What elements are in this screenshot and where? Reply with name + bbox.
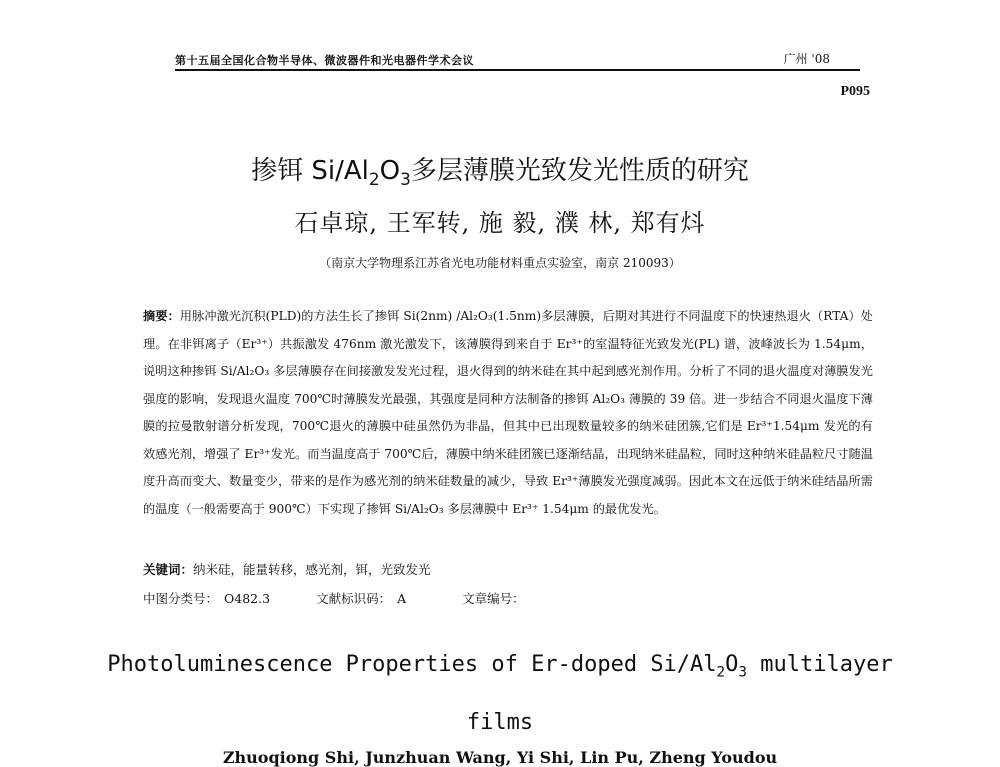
title-cn-sub: 2: [368, 169, 380, 190]
running-header: [175, 44, 860, 66]
keywords-text: 纳米硅，能量转移，感光剂，铒，光致发光: [193, 562, 431, 577]
title-en-part: Photoluminescence Properties of Er-doped Si/Al: [107, 652, 717, 677]
clc-label: 中图分类号：: [143, 591, 219, 606]
title-en-part: multilayer: [747, 652, 893, 677]
title-english-line2: films: [466, 710, 534, 735]
header-rule: [175, 69, 860, 71]
doc-code-label: 文献标识码：: [316, 591, 392, 606]
title-cn-sub: 3: [400, 169, 411, 190]
keywords: [143, 560, 431, 578]
title-cn-part: 掺铒 Si/Al: [251, 156, 369, 186]
article-number-label: 文章编号：: [462, 591, 525, 606]
paper-number: P095: [840, 84, 870, 99]
title-cn-part: O: [379, 156, 401, 186]
abstract-text: 用脉冲激光沉积(PLD)的方法生长了掺铒 Si(2nm) /Al₂O₃(1.5nm)多层薄膜，后期对其进行不同温度下的快速热退火（RTA）处理。在非铒离子（Er³⁺）共振激发 476nm 激光激发下，该薄膜得到来自于 Er³⁺的室温特征光致发光(PL) 谱，波峰波长为 1.54μm，说明这种掺铒 Si/Al₂O₃ 多层薄膜存在间接激发发光过程，退火得到的纳米硅在其中起到感光剂作用。分析了不同的退火温度对薄膜发光强度的影响，发现退火温度 700℃时薄膜发光最强，其强度是同种方法制备的掺铒 Al₂O₃ 薄膜的 39 倍。进一步结合不同退火温度下薄膜的拉曼散射谱分析发现，700℃退火的薄膜中硅虽然仍为非晶，但其中已出现数量较多的纳米硅团簇,它们是 Er³⁺1.54μm 发光的有效感光剂，增强了 Er³⁺发光。而当温度高于 700℃后，薄膜中纳米硅团簇已逐渐结晶，出现纳米硅晶粒，同时这种纳米硅晶粒尺寸随温度升高而变大、数量变少，带来的是作为感光剂的纳米硅数量的减少，导致 Er³⁺薄膜发光强度减弱。因此本文在远低于纳米硅结晶所需的温度（一般需要高于 900℃）下实现了掺铒 Si/Al₂O₃ 多层薄膜中 Er³⁺ 1.54μm 的最优发光。: [143, 309, 873, 516]
title-en-sub: 2: [716, 664, 726, 681]
classification-line: [143, 589, 531, 607]
conference-name: 第十五届全国化合物半导体、微波器件和光电器件学术会议: [175, 54, 474, 67]
title-chinese: [0, 150, 1000, 190]
title-en-sub: 3: [738, 664, 748, 681]
keywords-label: 关键词：: [143, 562, 194, 577]
title-english-line1: [0, 652, 1000, 681]
abstract-chinese: [143, 303, 873, 523]
affiliation-chinese: （南京大学物理系江苏省光电功能材料重点实验室，南京 210093）: [319, 256, 681, 270]
authors-chinese: 石卓琼, 王军转, 施 毅, 濮 林, 郑有炓: [294, 209, 706, 237]
doc-code-value: A: [397, 591, 407, 606]
authors-english: Zhuoqiong Shi, Junzhuan Wang, Yi Shi, Lin Pu, Zheng Youdou: [222, 748, 778, 767]
abstract-label: 摘要：: [143, 309, 180, 323]
clc-value: O482.3: [224, 591, 271, 606]
title-en-part: O: [725, 652, 739, 677]
title-cn-part: 多层薄膜光致发光性质的研究: [410, 156, 749, 186]
location-year: 广州 '08: [783, 52, 830, 66]
